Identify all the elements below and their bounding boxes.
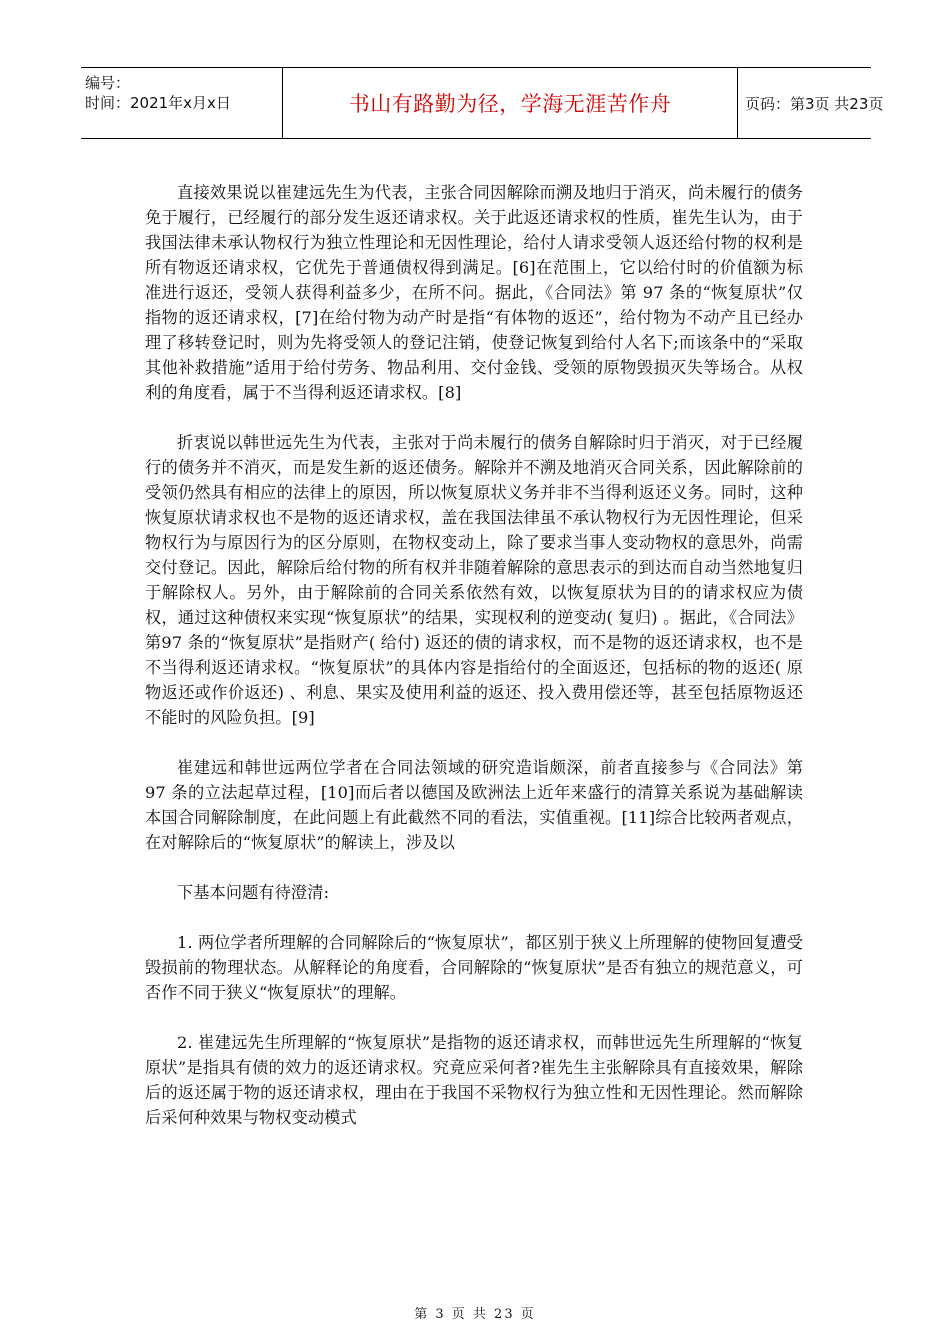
header-page-info: 页码：第3页 共23页: [745, 94, 884, 113]
page-footer: 第 3 页 共 23 页: [414, 1307, 536, 1322]
paragraph-direct-effect: 直接效果说以崔建远先生为代表，主张合同因解除而溯及地归于消灭，尚未履行的债务免于履行，已经履行的部分发生返还请求权。关于此返还请求权的性质，崔先生认为，由于我国法律未承认物权行为独立性理论和无因性理论，给付人请求受领人返还给付物的权利是所有物返还请求权，它优先于普通债权得到满足。[6]在范围上，它以给付时的价值额为标准进行返还，受领人获得利益多少，在所不问。据此，《合同法》第 97 条的“恢复原状”仅指物的返还请求权，[7]在给付物为动产时是指“有体物的返还”，给付物为不动产且已经办理了移转登记时，则为先将受领人的登记注销，使登记恢复到给付人名下;而该条中的“采取其他补救措施”适用于给付劳务、物品利用、交付金钱、受领的原物毁损灭失等场合。从权利的角度看，属于不当得利返还请求权。[8]: [145, 183, 803, 402]
header-page-cell: [737, 68, 884, 138]
header-motto-cell: [282, 68, 738, 138]
header-motto: 书山有路勤为径，学海无涯苦作舟: [348, 92, 672, 116]
paragraph-comparison: 崔建远和韩世远两位学者在合同法领域的研究造诣颇深，前者直接参与《合同法》第 97 条的立法起草过程，[10]而后者以德国及欧洲法上近年来盛行的清算关系说为基础解读本国合同解除制度，在此问题上有此截然不同的看法，实值重视。[11]综合比较两者观点，在对解除后的“恢复原状”的解读上，涉及以: [145, 758, 803, 852]
paragraph-compromise-theory: 折衷说以韩世远先生为代表，主张对于尚未履行的债务自解除时归于消灭，对于已经履行的债务并不消灭，而是发生新的返还债务。解除并不溯及地消灭合同关系，因此解除前的受领仍然具有相应的法律上的原因，所以恢复原状义务并非不当得利返还义务。同时，这种恢复原状请求权也不是物的返还请求权，盖在我国法律虽不承认物权行为无因性理论，但采物权行为与原因行为的区分原则，在物权变动上，除了要求当事人变动物权的意思外，尚需交付登记。因此，解除后给付物的所有权并非随着解除的意思表示的到达而自动当然地复归于解除权人。另外，由于解除前的合同关系依然有效，以恢复原状为目的的请求权应为债权，通过这种债权来实现“恢复原状”的结果，实现权利的逆变动( 复归) 。据此，《合同法》第97 条的“恢复原状”是指财产( 给付) 返还的债的请求权，而不是物的返还请求权，也不是不当得利返还请求权。“恢复原状”的具体内容是指给付的全面返还，包括标的物的返还( 原物返还或作价返还) 、利息、果实及使用利益的返还、投入费用偿还等，甚至包括原物返还不能时的风险负担。[9]: [145, 433, 803, 727]
header-table: [81, 67, 884, 139]
paragraph-issue-1: 1. 两位学者所理解的合同解除后的“恢复原状”，都区别于狭义上所理解的使物回复遭受毁损前的物理状态。从解释论的角度看，合同解除的“恢复原状”是否有独立的规范意义，可否作不同于狭义“恢复原状”的理解。: [145, 933, 803, 1002]
document-number-label: 编号：: [85, 74, 131, 92]
paragraph-issues-intro: 下基本问题有待澄清:: [177, 883, 330, 902]
header-meta-cell: [81, 68, 281, 138]
document-body: [145, 180, 803, 1155]
paragraph-issue-2: 2. 崔建远先生所理解的“恢复原状”是指物的返还请求权，而韩世远先生所理解的“恢复原状”是指具有债的效力的返还请求权。究竟应采何者?崔先生主张解除具有直接效果，解除后的返还属于物的返还请求权，理由在于我国不采物权行为独立性和无因性理论。然而解除后采何种效果与物权变动模式: [145, 1033, 803, 1127]
document-date-label: 时间：2021年x月x日: [85, 94, 231, 112]
